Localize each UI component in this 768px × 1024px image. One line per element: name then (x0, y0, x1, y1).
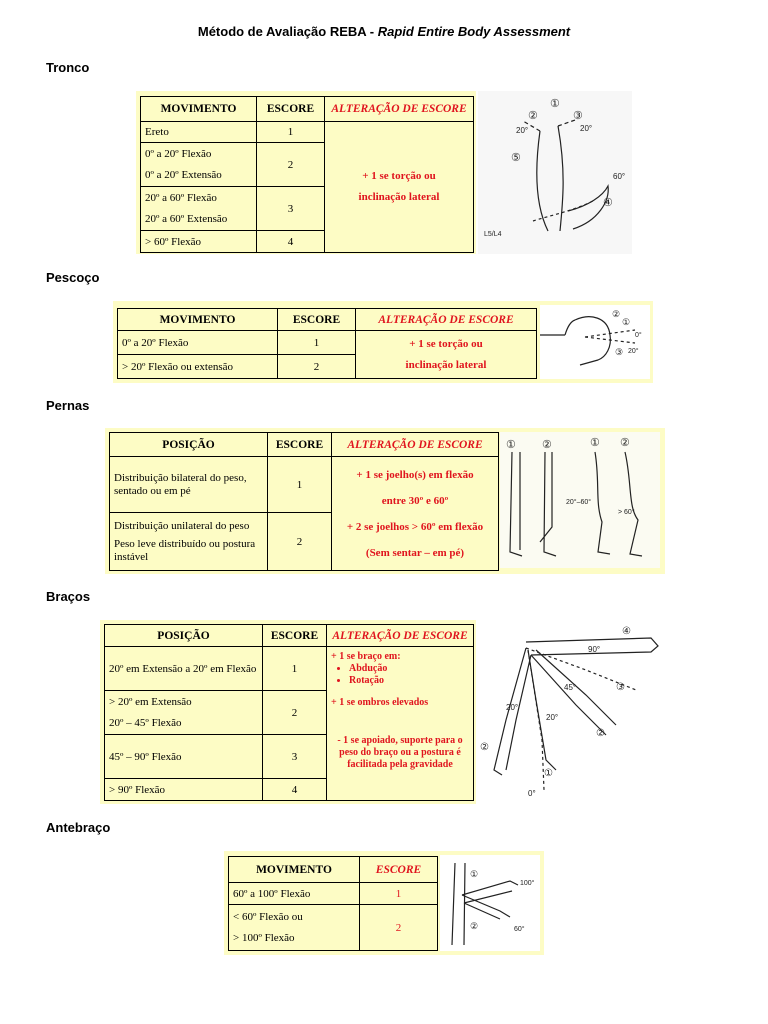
antebraco-figure-label: 100° (520, 880, 535, 887)
pernas-figure-label: > 60° (618, 509, 635, 516)
table-row-label: 0º a 20º Flexão 0º a 20º Extensão (141, 143, 257, 187)
score-cell: 4 (257, 231, 325, 253)
col-header-posicao: POSIÇÃO (110, 433, 268, 457)
bracos-figure-label: ② (480, 742, 489, 753)
alteracao-cell: + 1 se torção ou inclinação lateral (356, 331, 537, 379)
tronco-figure-label: ② (528, 110, 538, 122)
pescoco-table (117, 308, 537, 379)
score-cell: 4 (263, 779, 327, 801)
bracos-figure-label: ③ (616, 682, 625, 693)
col-header-movimento: MOVIMENTO (141, 97, 257, 122)
table-row-label: Ereto (141, 122, 257, 143)
tronco-figure-label: L5/L4 (484, 231, 502, 238)
table-row-label: 20º a 60º Flexão 20º a 60º Extensão (141, 187, 257, 231)
score-cell: 3 (263, 735, 327, 779)
score-cell: 3 (257, 187, 325, 231)
alteracao-cell: + 1 se braço em: • Abdução • Rotação + 1 se ombros elevados - 1 se apoiado, suporte para o peso do braço ou a postura é facilitada pela gravidade (327, 647, 474, 801)
antebraco-figure-label: ① (470, 869, 479, 879)
table-row-label: 20º em Extensão a 20º em Flexão (105, 647, 263, 691)
pernas-illustration (500, 432, 660, 568)
score-cell: 2 (268, 513, 332, 571)
antebraco-figure-label: 60° (514, 926, 525, 933)
score-cell: 1 (360, 883, 438, 905)
tronco-figure-label: 20° (516, 126, 529, 135)
col-header-alteracao: ALTERAÇÃO DE ESCORE (356, 309, 537, 331)
table-row-label: 60º a 100º Flexão (229, 883, 360, 905)
alteracao-cell: + 1 se joelho(s) em flexão entre 30º e 60º + 2 se joelhos > 60º em flexão (Sem sentar – em pé) (332, 457, 499, 571)
score-cell: 1 (257, 122, 325, 143)
pernas-figure-label: 20°–60° (566, 499, 592, 506)
tronco-figure-label: ① (550, 98, 560, 110)
score-cell: 2 (257, 143, 325, 187)
tronco-figure-label: 20° (580, 124, 593, 133)
col-header-escore: ESCORE (278, 309, 356, 331)
section-heading-pernas: Pernas (46, 398, 90, 413)
col-header-escore: ESCORE (268, 433, 332, 457)
bracos-figure-label: 0° (528, 789, 536, 798)
section-heading-antebraco: Antebraço (46, 820, 111, 835)
pescoco-figure-label: 0° (635, 332, 642, 339)
pernas-figure-label: ① (590, 437, 600, 449)
table-row-label: Distribuição unilateral do peso Peso leve distribuído ou postura instável (110, 513, 268, 571)
score-cell: 1 (268, 457, 332, 513)
bracos-figure-label: ① (544, 768, 553, 779)
col-header-alteracao: ALTERAÇÃO DE ESCORE (325, 97, 474, 122)
bracos-figure-label: 45° (564, 683, 577, 692)
pernas-figure-label: ① (506, 439, 516, 451)
bracos-figure-label: 90° (588, 645, 601, 654)
table-row-label: > 20º em Extensão 20º – 45º Flexão (105, 691, 263, 735)
tronco-figure-label: ④ (603, 197, 613, 209)
table-row-label: > 20º Flexão ou extensão (118, 355, 278, 379)
table-row-label: > 60º Flexão (141, 231, 257, 253)
col-header-posicao: POSIÇÃO (105, 625, 263, 647)
score-cell: 2 (263, 691, 327, 735)
bracos-table (104, 624, 474, 801)
bracos-figure-label: 20° (506, 703, 519, 712)
tronco-illustration (478, 91, 632, 254)
section-heading-pescoco: Pescoço (46, 270, 100, 285)
pernas-table (109, 432, 499, 571)
tronco-figure-label: ⑤ (511, 152, 521, 164)
section-heading-bracos: Braços (46, 589, 91, 604)
col-header-escore: ESCORE (263, 625, 327, 647)
pescoco-figure-label: ① (622, 317, 631, 327)
table-row-label: > 90º Flexão (105, 779, 263, 801)
col-header-alteracao: ALTERAÇÃO DE ESCORE (332, 433, 499, 457)
page-title: Método de Avaliação REBA - Rapid Entire Body Assessment (197, 24, 571, 39)
col-header-movimento: MOVIMENTO (229, 857, 360, 883)
bracos-figure-label: ④ (622, 626, 631, 637)
col-header-escore: ESCORE (257, 97, 325, 122)
score-cell: 2 (278, 355, 356, 379)
pescoco-illustration (540, 305, 650, 379)
antebraco-figure-label: ② (470, 921, 479, 931)
tronco-table (140, 96, 474, 253)
bracos-figure-label: 20° (546, 713, 559, 722)
table-row-label: Distribuição bilateral do peso, sentado ou em pé (110, 457, 268, 513)
table-row-label: 0º a 20º Flexão (118, 331, 278, 355)
pernas-figure-label: ② (542, 439, 552, 451)
col-header-escore: ESCORE (360, 857, 438, 883)
antebraco-illustration (440, 855, 540, 951)
table-row-label: < 60º Flexão ou > 100º Flexão (229, 905, 360, 951)
col-header-movimento: MOVIMENTO (118, 309, 278, 331)
score-cell: 1 (263, 647, 327, 691)
pescoco-figure-label: ③ (615, 347, 624, 357)
score-cell: 2 (360, 905, 438, 951)
table-row-label: 45º – 90º Flexão (105, 735, 263, 779)
pescoco-figure-label: 20° (628, 348, 639, 355)
bracos-figure-label: ② (596, 728, 605, 739)
tronco-figure-label: ③ (573, 110, 583, 122)
alteracao-cell: + 1 se torção ou inclinação lateral (325, 122, 474, 253)
section-heading-tronco: Tronco (46, 60, 90, 75)
antebraco-table (228, 856, 438, 951)
col-header-alteracao: ALTERAÇÃO DE ESCORE (327, 625, 474, 647)
pescoco-figure-label: ② (612, 309, 621, 319)
tronco-figure-label: 60° (613, 172, 626, 181)
score-cell: 1 (278, 331, 356, 355)
pernas-figure-label: ② (620, 437, 630, 449)
bracos-illustration (476, 620, 666, 804)
